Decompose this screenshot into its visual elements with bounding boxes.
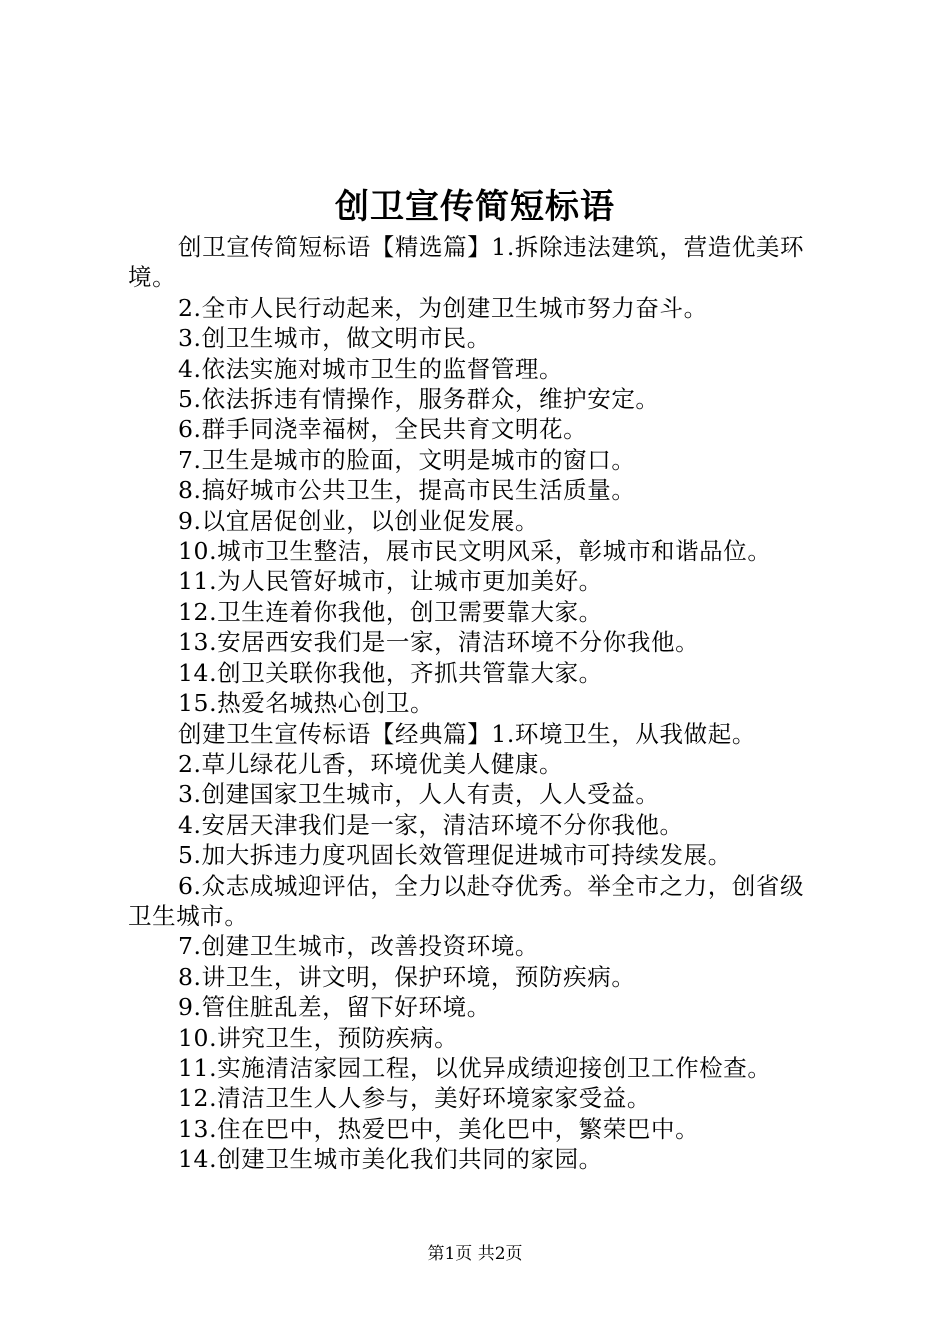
paragraph: 5.依法拆违有情操作，服务群众，维护安定。 <box>178 385 660 414</box>
paragraph: 3.创建国家卫生城市，人人有责，人人受益。 <box>178 780 660 809</box>
page-footer: 第1页 共2页 <box>427 1244 523 1264</box>
paragraph: 6.众志成城迎评估，全力以赴夺优秀。举全市之力，创省级卫生城市。 <box>128 871 805 930</box>
paragraph: 7.卫生是城市的脸面，文明是城市的窗口。 <box>178 445 636 474</box>
paragraph: 9.管住脏乱差，留下好环境。 <box>178 993 491 1022</box>
paragraph: 4.安居天津我们是一家，清洁环境不分你我他。 <box>178 810 684 839</box>
paragraph: 创建卫生宣传标语【经典篇】1.环境卫生，从我做起。 <box>178 719 756 748</box>
paragraph: 10.城市卫生整洁，展市民文明风采，彰城市和谐品位。 <box>178 537 772 566</box>
paragraph: 6.群手同浇幸福树，全民共育文明花。 <box>178 415 588 444</box>
paragraph: 8.讲卫生，讲文明，保护环境，预防疾病。 <box>178 962 636 991</box>
document-body <box>128 232 828 1175</box>
paragraph: 9.以宜居促创业，以创业促发展。 <box>178 506 540 535</box>
paragraph: 4.依法实施对城市卫生的监督管理。 <box>178 354 564 383</box>
paragraph: 12.清洁卫生人人参与，美好环境家家受益。 <box>178 1084 651 1113</box>
paragraph: 创卫宣传简短标语【精选篇】1.拆除违法建筑，营造优美环境。 <box>128 233 805 292</box>
paragraph: 2.草儿绿花儿香，环境优美人健康。 <box>178 749 564 778</box>
paragraph: 14.创建卫生城市美化我们共同的家园。 <box>178 1145 603 1174</box>
paragraph: 7.创建卫生城市，改善投资环境。 <box>178 932 540 961</box>
paragraph: 11.为人民管好城市，让城市更加美好。 <box>178 567 603 596</box>
document-title: 创卫宣传简短标语 <box>335 187 615 227</box>
paragraph: 3.创卫生城市，做文明市民。 <box>178 324 491 353</box>
paragraph: 5.加大拆违力度巩固长效管理促进城市可持续发展。 <box>178 841 732 870</box>
paragraph: 14.创卫关联你我他，齐抓共管靠大家。 <box>178 658 603 687</box>
paragraph: 8.搞好城市公共卫生，提高市民生活质量。 <box>178 476 636 505</box>
paragraph: 2.全市人民行动起来，为创建卫生城市努力奋斗。 <box>178 293 708 322</box>
paragraph: 13.住在巴中，热爱巴中，美化巴中，繁荣巴中。 <box>178 1114 700 1143</box>
paragraph: 11.实施清洁家园工程，以优异成绩迎接创卫工作检查。 <box>178 1053 772 1082</box>
paragraph: 10.讲究卫生，预防疾病。 <box>178 1023 459 1052</box>
paragraph: 13.安居西安我们是一家，清洁环境不分你我他。 <box>178 628 700 657</box>
paragraph: 12.卫生连着你我他，创卫需要靠大家。 <box>178 597 603 626</box>
paragraph: 15.热爱名城热心创卫。 <box>178 689 435 718</box>
